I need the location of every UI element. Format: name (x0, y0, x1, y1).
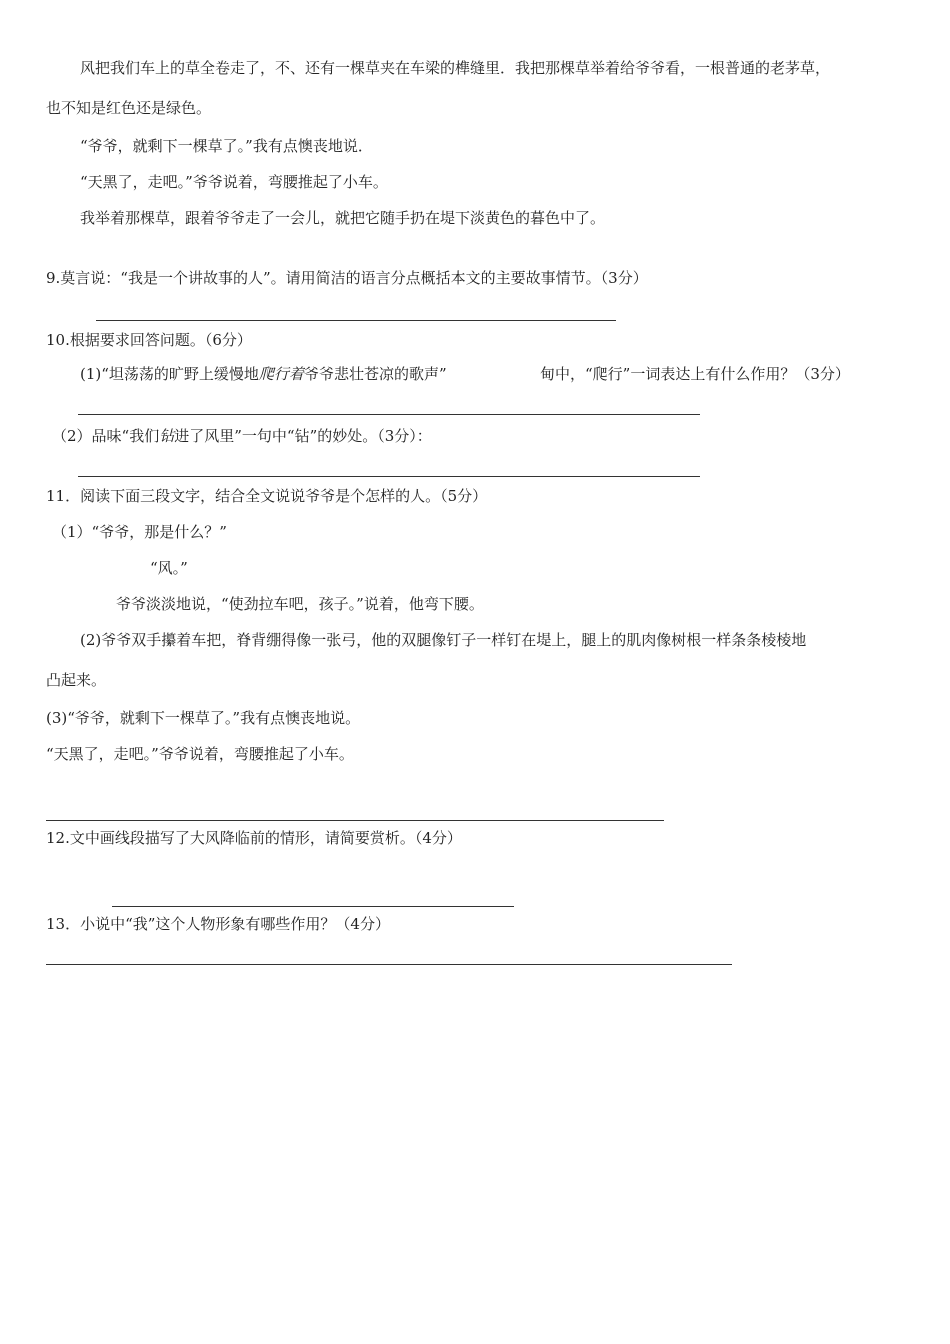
question-text: 9.莫言说：“我是一个讲故事的人”。请用简洁的语言分点概括本文的主要故事情节。（3分） (46, 269, 648, 287)
excerpt-line: 凸起来。 (46, 671, 107, 689)
answer-line[interactable] (96, 320, 616, 321)
paragraph-line: 我举着那棵草，跟着爷爷走了一会儿，就把它随手扔在堤下淡黄色的暮色中了。 (80, 209, 606, 227)
sub-question-1-prompt: 甸中，“爬行”一词表达上有什么作用？（3分） (540, 365, 850, 383)
emphasized-word: 爬行着 (258, 365, 304, 383)
question-text: 12.文中画线段描写了大风降临前的情形，请简要赏析。（4分） (46, 829, 462, 847)
question-text: 11．阅读下面三段文字，结合全文说说爷爷是个怎样的人。（5分） (46, 487, 488, 505)
sub-question-2 (52, 426, 432, 446)
quote-text: (1)“坦荡荡的旷野上缓慢地 (80, 365, 259, 383)
answer-line[interactable] (112, 906, 514, 907)
excerpt-line: (3)“爷爷，就剩下一棵草了。”我有点懊丧地说。 (46, 709, 361, 727)
paragraph-line: “爷爷，就剩下一棵草了。”我有点懊丧地说． (80, 137, 373, 155)
paragraph-line: 风把我们车上的草全卷走了，不、还有一棵草夹在车梁的榫缝里．我把那棵草举着给爷爷看，一根普通的老茅草， (80, 59, 831, 77)
excerpt-line: (2)爷爷双手攥着车把，脊背绷得像一张弓，他的双腿像钉子一样钉在堤上，腿上的肌肉像树根一样条条棱棱地 (80, 631, 807, 649)
quote-text: 进了风里”一句中“钻”的妙处。（3分）： (174, 427, 432, 445)
answer-line[interactable] (78, 476, 700, 477)
quote-text: （2）品味“我们 (52, 427, 160, 445)
quote-text: 爷爷悲壮苍凉的歌声” (303, 365, 447, 383)
paragraph-line: 也不知是红色还是绿色。 (46, 99, 212, 117)
answer-line[interactable] (46, 964, 732, 965)
paragraph-line: “天黑了，走吧。”爷爷说着，弯腰推起了小车。 (80, 173, 388, 191)
excerpt-line: （1）“爷爷，那是什么？” (52, 523, 227, 541)
question-text: 13．小说中“我”这个人物形象有哪些作用？（4分） (46, 915, 390, 933)
excerpt-line: 爷爷淡淡地说，“使劲拉车吧，孩子。”说着，他弯下腰。 (116, 595, 484, 613)
excerpt-line: “天黑了，走吧。”爷爷说着，弯腰推起了小车。 (46, 745, 354, 763)
sub-question-1 (80, 364, 447, 384)
question-text: 10.根据要求回答问题。（6分） (46, 331, 252, 349)
answer-line[interactable] (78, 414, 700, 415)
emphasized-word: 钻 (159, 427, 175, 445)
excerpt-line: “风。” (150, 559, 188, 577)
answer-line[interactable] (46, 820, 664, 821)
